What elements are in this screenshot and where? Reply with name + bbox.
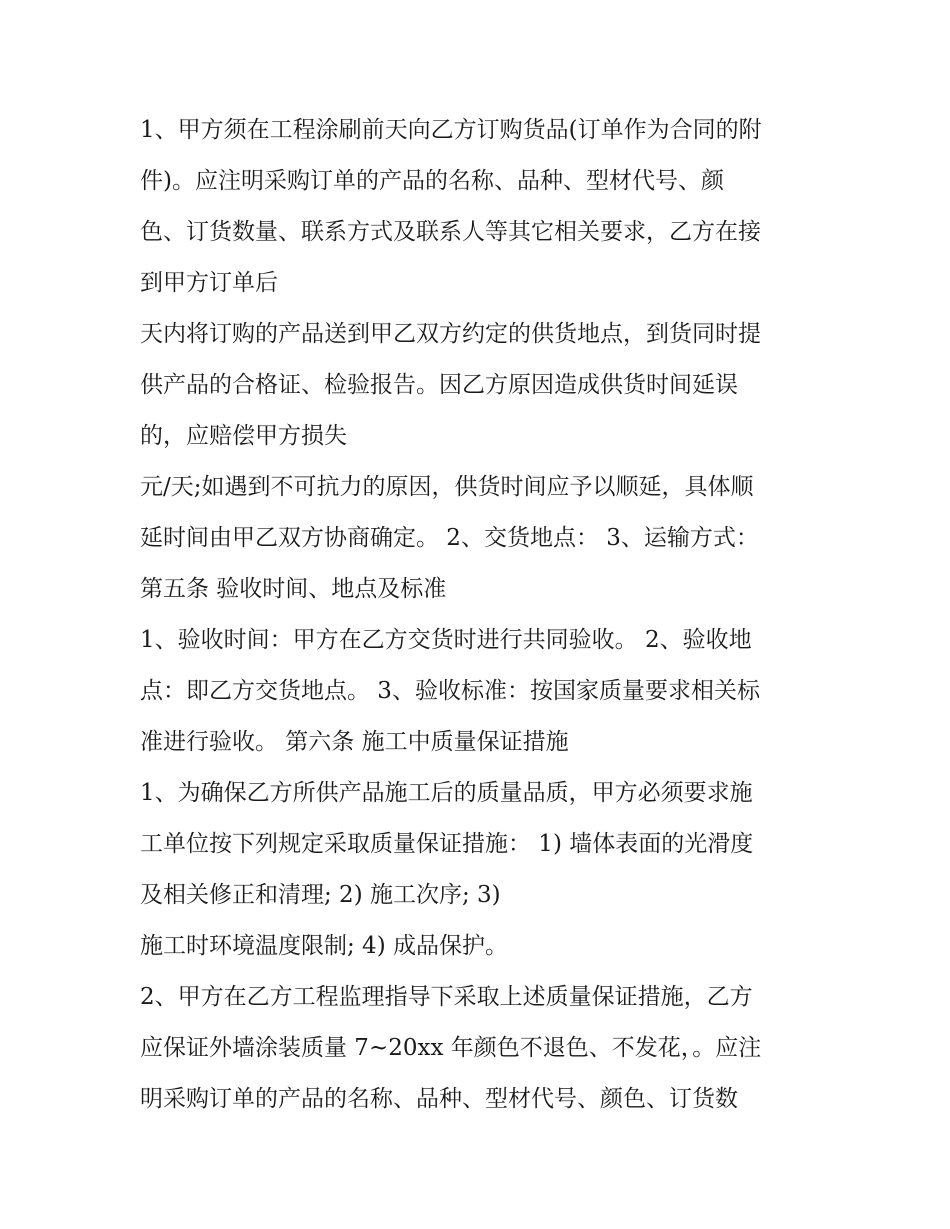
text-line-14: 1、为确保乙方所供产品施工后的质量品质，甲方必须要求施 [140, 780, 753, 806]
text-line-2: 件)。应注明采购订单的产品的名称、品种、型材代号、颜 [140, 168, 724, 194]
text-line-6: 供产品的合格证、检验报告。因乙方原因造成供货时间延误 [140, 372, 738, 398]
text-line-20: 明采购订单的产品的名称、品种、型材代号、颜色、订货数 [140, 1086, 738, 1112]
text-line-7: 的，应赔偿甲方损失 [140, 423, 347, 449]
text-line-19: 应保证外墙涂装质量 7~20xx 年颜色不退色、不发花，。应注 [140, 1035, 762, 1061]
text-line-11: 1、验收时间：甲方在乙方交货时进行共同验收。 2、验收地 [140, 627, 752, 653]
text-line-18: 2、甲方在乙方工程监理指导下采取上述质量保证措施，乙方 [140, 984, 753, 1010]
text-line-13: 准进行验收。 第六条 施工中质量保证措施 [140, 729, 569, 755]
text-line-16: 及相关修正和清理; 2) 施工次序; 3) [140, 882, 501, 908]
text-line-9: 延时间由甲乙双方协商确定。 2、交货地点： 3、运输方式： [140, 525, 759, 551]
text-line-4: 到甲方订单后 [140, 270, 278, 296]
text-line-12: 点：即乙方交货地点。 3、验收标准：按国家质量要求相关标 [140, 678, 760, 704]
text-line-8: 元/天;如遇到不可抗力的原因，供货时间应予以顺延，具体顺 [140, 474, 754, 500]
section-heading-5: 第五条 验收时间、地点及标准 [140, 576, 447, 602]
text-line-17: 施工时环境温度限制; 4) 成品保护。 [140, 933, 508, 959]
contract-text [140, 105, 820, 1125]
text-line-15: 工单位按下列规定采取质量保证措施： 1) 墙体表面的光滑度 [140, 831, 754, 857]
text-line-5: 天内将订购的产品送到甲乙双方约定的供货地点，到货同时提 [140, 321, 761, 347]
text-line-1: 1、甲方须在工程涂刷前天向乙方订购货品(订单作为合同的附 [140, 117, 762, 143]
text-line-3: 色、订货数量、联系方式及联系人等其它相关要求，乙方在接 [140, 219, 761, 245]
